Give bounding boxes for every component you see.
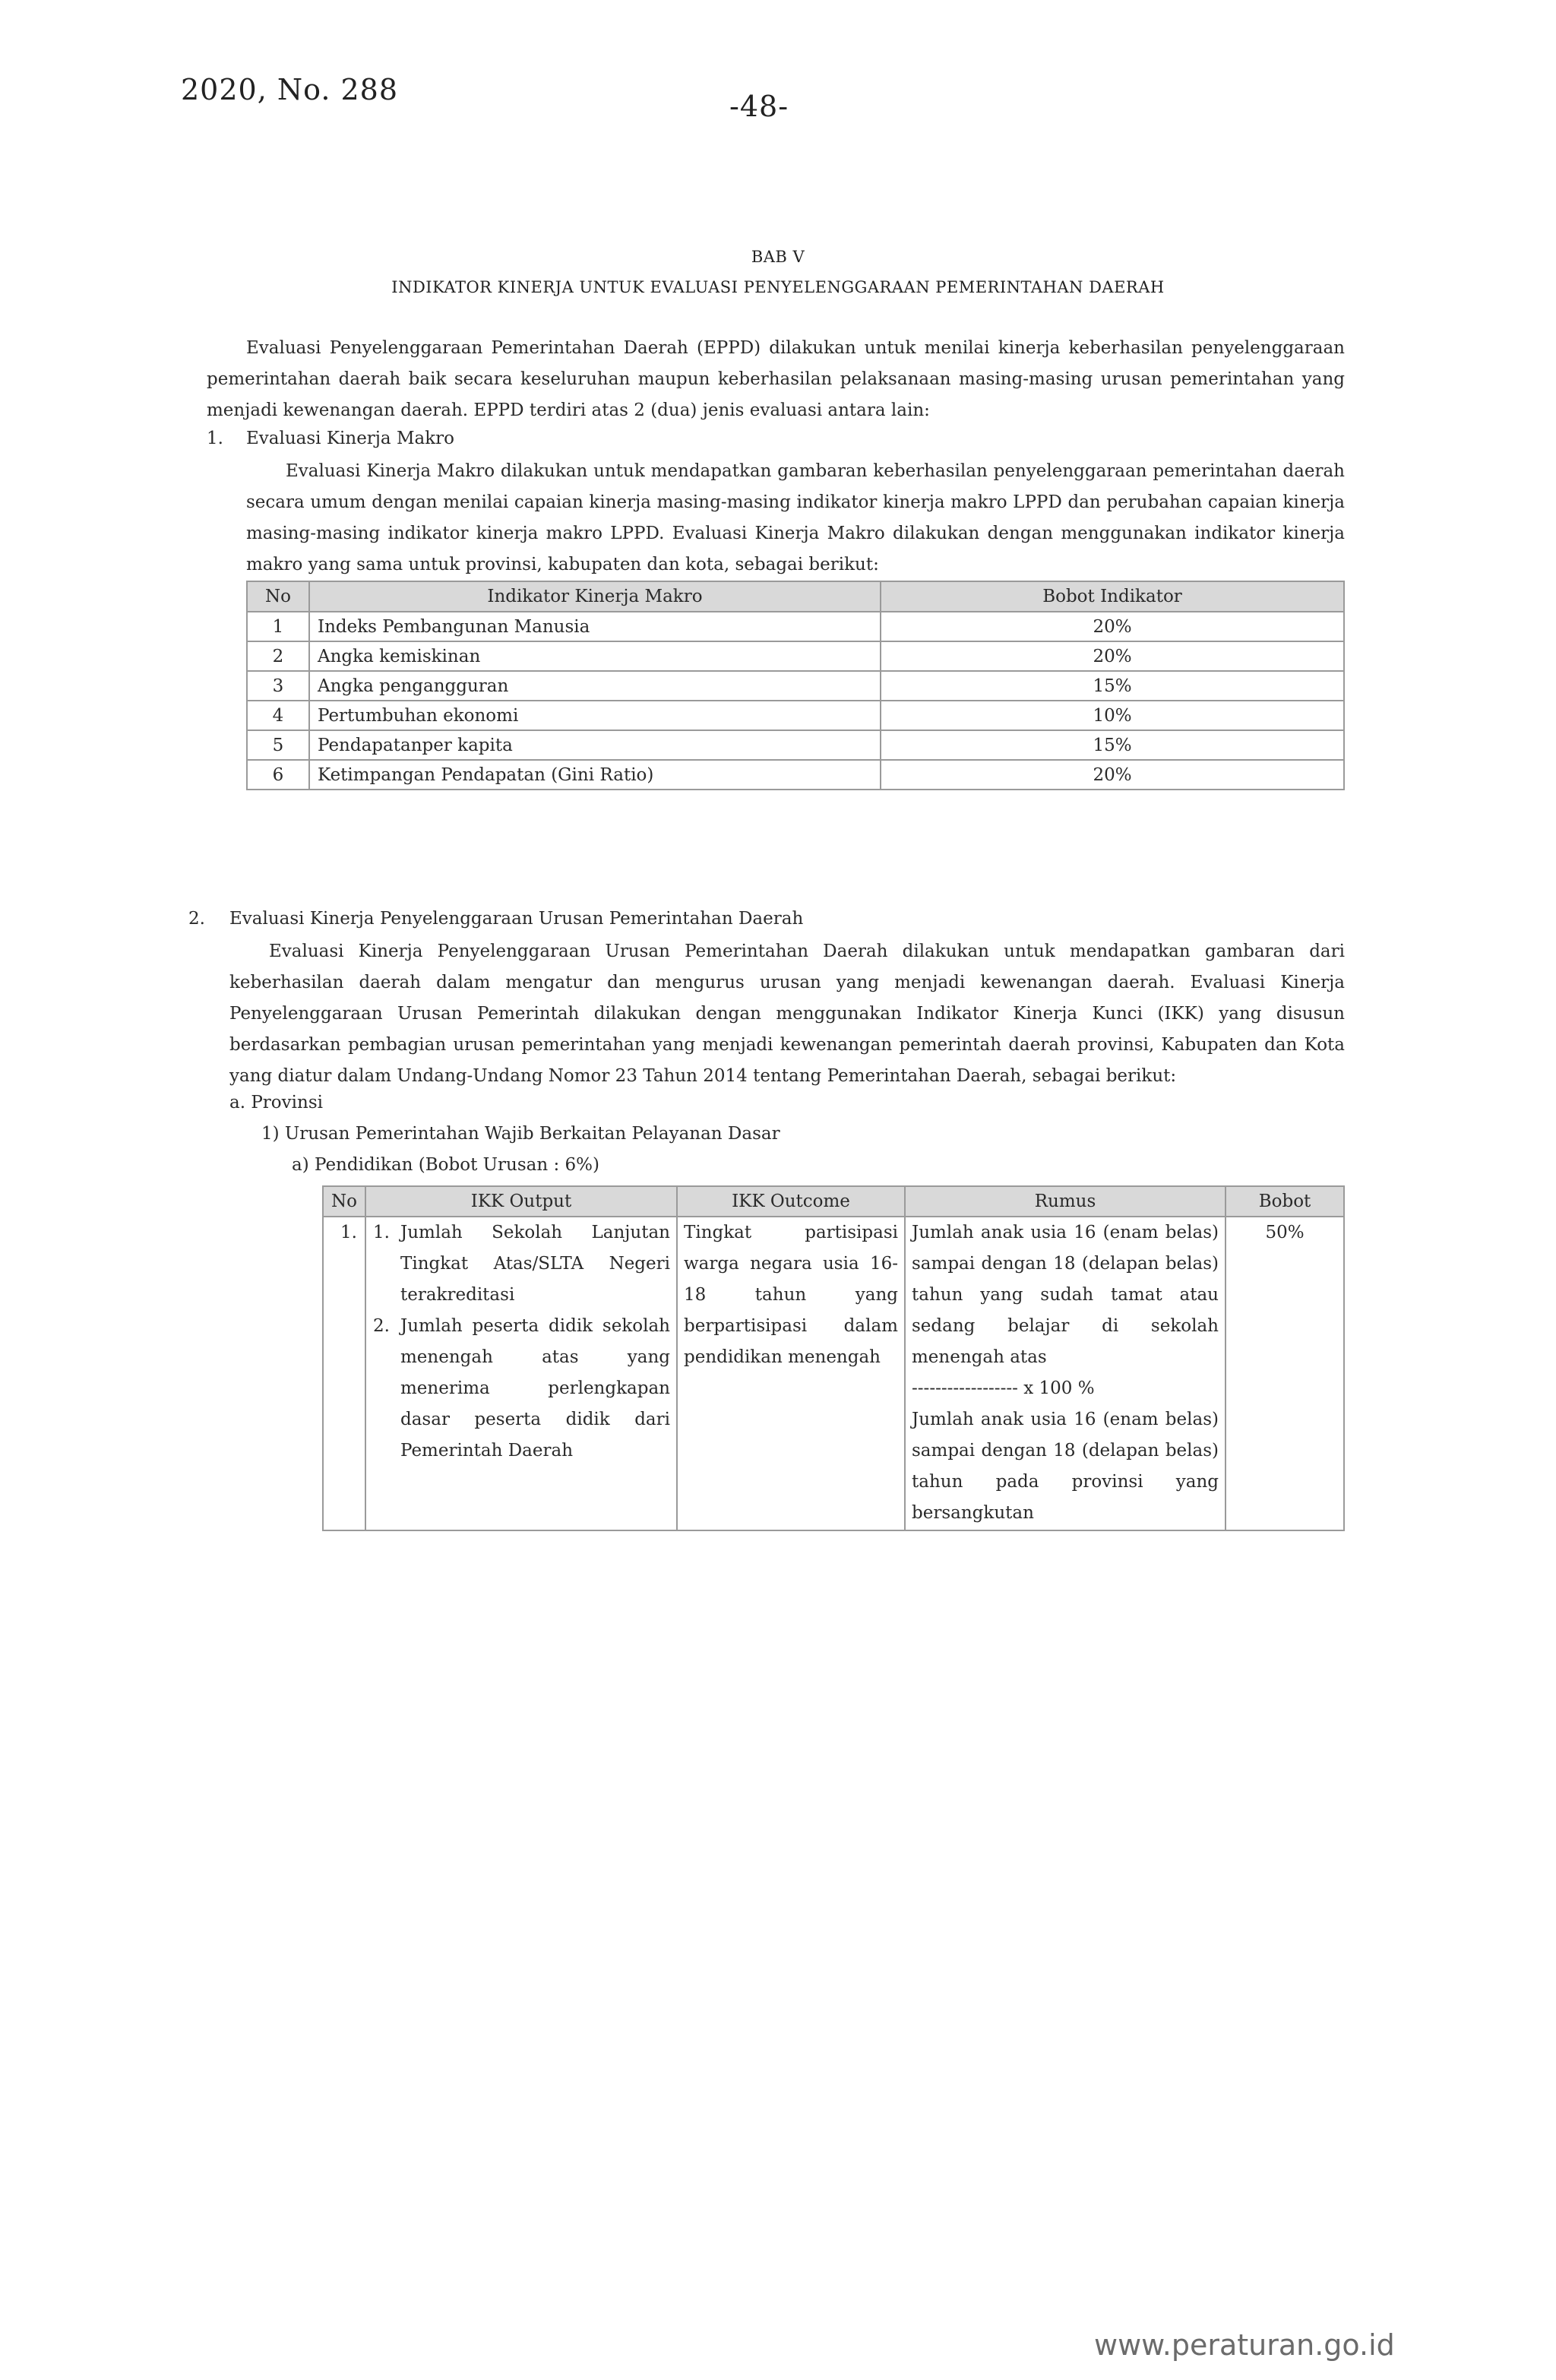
table-row xyxy=(247,701,1344,730)
row-weight: 20% xyxy=(881,641,1344,671)
column-header-formula: Rumus xyxy=(905,1186,1226,1217)
row-indicator: Ketimpangan Pendapatan (Gini Ratio) xyxy=(309,760,881,790)
ikk-education-table xyxy=(322,1185,1345,1531)
formula-numerator: Jumlah anak usia 16 (enam belas) sampai dengan 18 (delapan belas) tahun yang sudah tamat atau sedang belajar di sekolah menengah atas xyxy=(912,1223,1219,1367)
section1-paragraph: Evaluasi Kinerja Makro dilakukan untuk mendapatkan gambaran keberhasilan penyelenggaraan pemerintahan daerah secara umum dengan menilai capaian kinerja masing-masing indikator kinerja makro LPPD dan perubahan capaian kinerja masing-masing indikator kinerja makro LPPD. Evaluasi Kinerja Makro dilakukan dengan menggunakan indikator kinerja makro yang sama untuk provinsi, kabupaten dan kota, sebagai berikut: xyxy=(246,461,1345,574)
list-item: 2. Jumlah peserta didik sekolah menengah atas yang menerima perlengkapan dasar peserta didik dari Pemerintah Daerah xyxy=(373,1316,670,1461)
row-number: 3 xyxy=(247,671,309,701)
intro-paragraph: Evaluasi Penyelenggaraan Pemerintahan Daerah (EPPD) dilakukan untuk menilai kinerja keberhasilan penyelenggaraan pemerintahan daerah baik secara keseluruhan maupun keberhasilan pelaksanaan masing-masing urusan pemerintahan yang menjadi kewenangan daerah. EPPD terdiri atas 2 (dua) jenis evaluasi antara lain: xyxy=(207,338,1345,420)
table-row xyxy=(247,612,1344,641)
document-reference: 2020, No. 288 xyxy=(181,73,399,106)
row-weight: 20% xyxy=(881,612,1344,641)
table-header-row xyxy=(247,581,1344,612)
column-header-no: No xyxy=(323,1186,365,1217)
formula-divider: ------------------ x 100 % xyxy=(912,1378,1095,1398)
ikk-outcome-cell: Tingkat partisipasi warga negara usia 16-18 tahun yang berpartisipasi dalam pendidikan menengah xyxy=(677,1217,905,1530)
weight-cell: 50% xyxy=(1226,1217,1344,1530)
section1-title: Evaluasi Kinerja Makro xyxy=(246,429,455,448)
row-weight: 10% xyxy=(881,701,1344,730)
row-weight: 20% xyxy=(881,760,1344,790)
column-header-weight: Bobot xyxy=(1226,1186,1344,1217)
row-weight: 15% xyxy=(881,730,1344,760)
subsection-pendidikan: a) Pendidikan (Bobot Urusan : 6%) xyxy=(292,1155,599,1175)
list-item: 1. Jumlah Sekolah Lanjutan Tingkat Atas/SLTA Negeri terakreditasi xyxy=(373,1223,670,1305)
column-header-indicator: Indikator Kinerja Makro xyxy=(309,581,881,612)
formula-denominator: Jumlah anak usia 16 (enam belas) sampai dengan 18 (delapan belas) tahun pada provinsi yang bersangkutan xyxy=(912,1410,1219,1523)
column-header-weight: Bobot Indikator xyxy=(881,581,1344,612)
subsection-urusan-wajib: 1) Urusan Pemerintahan Wajib Berkaitan Pelayanan Dasar xyxy=(261,1124,780,1144)
row-number: 2 xyxy=(247,641,309,671)
section2-title: Evaluasi Kinerja Penyelenggaraan Urusan Pemerintahan Daerah xyxy=(229,909,804,929)
column-header-ikk-output: IKK Output xyxy=(365,1186,677,1217)
row-number: 4 xyxy=(247,701,309,730)
section2-number: 2. xyxy=(188,909,205,929)
column-header-no: No xyxy=(247,581,309,612)
footer-url: www.peraturan.go.id xyxy=(1094,2328,1395,2362)
section1-number: 1. xyxy=(207,429,223,448)
row-indicator: Indeks Pembangunan Manusia xyxy=(309,612,881,641)
row-indicator: Angka kemiskinan xyxy=(309,641,881,671)
section2-paragraph: Evaluasi Kinerja Penyelenggaraan Urusan Pemerintahan Daerah dilakukan untuk mendapatkan gambaran dari keberhasilan daerah dalam mengatur dan mengurus urusan yang menjadi kewenangan daerah. Evaluasi Kinerja Penyelenggaraan Urusan Pemerintah dilakukan dengan menggunakan Indikator Kinerja Kunci (IKK) yang disusun berdasarkan pembagian urusan pemerintahan yang menjadi kewenangan pemerintah daerah provinsi, Kabupaten dan Kota yang diatur dalam Undang-Undang Nomor 23 Tahun 2014 tentang Pemerintahan Daerah, sebagai berikut: xyxy=(229,942,1345,1086)
row-number: 1 xyxy=(247,612,309,641)
formula-cell xyxy=(905,1217,1226,1530)
row-number: 6 xyxy=(247,760,309,790)
row-indicator: Angka pengangguran xyxy=(309,671,881,701)
chapter-title: INDIKATOR KINERJA UNTUK EVALUASI PENYELENGGARAAN PEMERINTAHAN DAERAH xyxy=(391,278,1165,296)
table-row xyxy=(247,730,1344,760)
table-header-row xyxy=(323,1186,1344,1217)
table-row xyxy=(247,671,1344,701)
chapter-number: BAB V xyxy=(751,248,805,266)
row-number: 5 xyxy=(247,730,309,760)
column-header-ikk-outcome: IKK Outcome xyxy=(677,1186,905,1217)
page-number: -48- xyxy=(729,90,789,123)
table-row xyxy=(323,1217,1344,1530)
subsection-provinsi: a. Provinsi xyxy=(229,1093,323,1112)
ikk-output-cell xyxy=(365,1217,677,1530)
row-indicator: Pendapatanper kapita xyxy=(309,730,881,760)
row-number: 1. xyxy=(323,1217,365,1530)
macro-indicator-table xyxy=(246,581,1345,790)
table-row xyxy=(247,641,1344,671)
row-indicator: Pertumbuhan ekonomi xyxy=(309,701,881,730)
row-weight: 15% xyxy=(881,671,1344,701)
table-row xyxy=(247,760,1344,790)
